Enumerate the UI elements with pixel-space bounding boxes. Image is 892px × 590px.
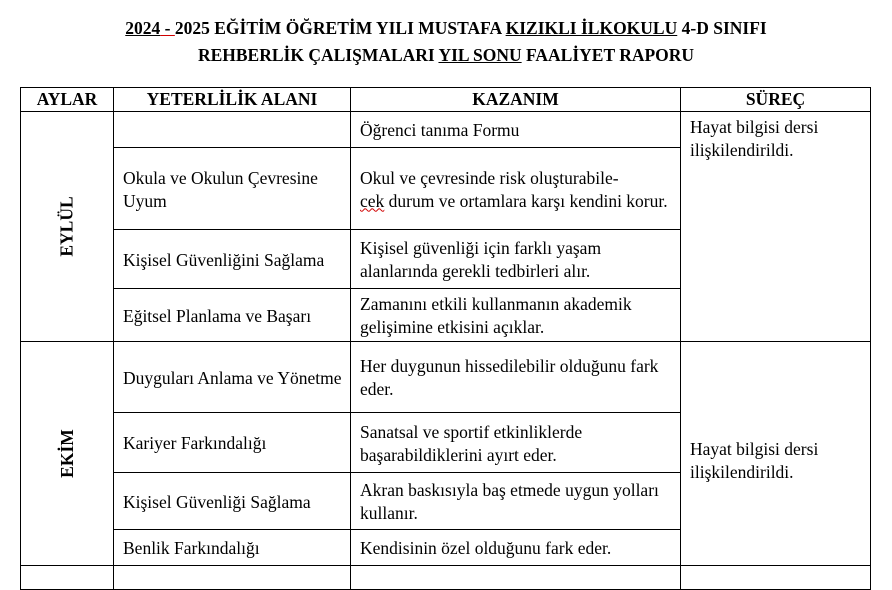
outcome-cell: Akran baskısıyla baş etmede uygun yolları kullanır. (351, 473, 681, 530)
title-text-c: FAALİYET RAPORU (521, 45, 695, 65)
outcome-text: durum ve ortamlara karşı kendini korur. (384, 190, 668, 211)
empty-cell (21, 566, 114, 590)
outcome-cell: Her duygunun hissedilebilir olduğunu fark eder. (351, 342, 681, 413)
year-separator: - (160, 18, 175, 38)
outcome-cell: Öğrenci tanıma Formu (351, 112, 681, 148)
area-cell: Okula ve Okulun Çevresine Uyum (114, 148, 351, 230)
report-title-line-1 (0, 17, 892, 39)
area-cell (114, 112, 351, 148)
process-cell-eylul: Hayat bilgisi dersi ilişkilendirildi. (681, 112, 871, 342)
month-cell-eylul (21, 112, 114, 342)
school-name: KIZIKLI İLKOKULU (505, 18, 678, 38)
year-start: 2024 (125, 18, 161, 38)
area-cell: Kişisel Güvenliği Sağlama (114, 473, 351, 530)
table-row-cut (21, 566, 871, 590)
column-header-competence: YETERLİLİK ALANI (114, 88, 351, 112)
column-header-process: SÜREÇ (681, 88, 871, 112)
month-label: EYLÜL (56, 196, 77, 257)
area-cell: Duyguları Anlama ve Yönetme (114, 342, 351, 413)
table-header-row (21, 88, 871, 112)
class-name: 4-D SINIFI (677, 18, 767, 38)
title-text: 2025 EĞİTİM ÖĞRETİM YILI MUSTAFA (174, 18, 506, 38)
spellcheck-word: cek (360, 190, 385, 211)
column-header-outcome: KAZANIM (351, 88, 681, 112)
column-header-months: AYLAR (21, 88, 114, 112)
title-text-a: REHBERLİK ÇALIŞMALARI (197, 45, 439, 65)
empty-cell (351, 566, 681, 590)
area-cell: Kariyer Farkındalığı (114, 413, 351, 473)
empty-cell (681, 566, 871, 590)
table-row (21, 112, 871, 148)
table-row (21, 342, 871, 413)
month-cell-ekim (21, 342, 114, 566)
title-text-b: YIL SONU (438, 45, 522, 65)
area-cell: Kişisel Güvenliğini Sağlama (114, 230, 351, 289)
area-cell: Eğitsel Planlama ve Başarı (114, 289, 351, 342)
activity-table (20, 87, 871, 590)
month-label: EKİM (56, 429, 77, 478)
report-title-line-2 (0, 44, 892, 66)
outcome-text: Okul ve çevresinde risk oluşturabile- (360, 167, 619, 188)
outcome-cell: Sanatsal ve sportif etkinliklerde başarabildiklerini ayırt eder. (351, 413, 681, 473)
outcome-cell: Kendisinin özel olduğunu fark eder. (351, 530, 681, 566)
area-cell: Benlik Farkındalığı (114, 530, 351, 566)
outcome-cell: Zamanını etkili kullanmanın akademik gelişimine etkisini açıklar. (351, 289, 681, 342)
outcome-cell (351, 148, 681, 230)
empty-cell (114, 566, 351, 590)
process-cell-ekim: Hayat bilgisi dersi ilişkilendirildi. (681, 342, 871, 566)
outcome-cell: Kişisel güvenliği için farklı yaşam alanlarında gerekli tedbirleri alır. (351, 230, 681, 289)
